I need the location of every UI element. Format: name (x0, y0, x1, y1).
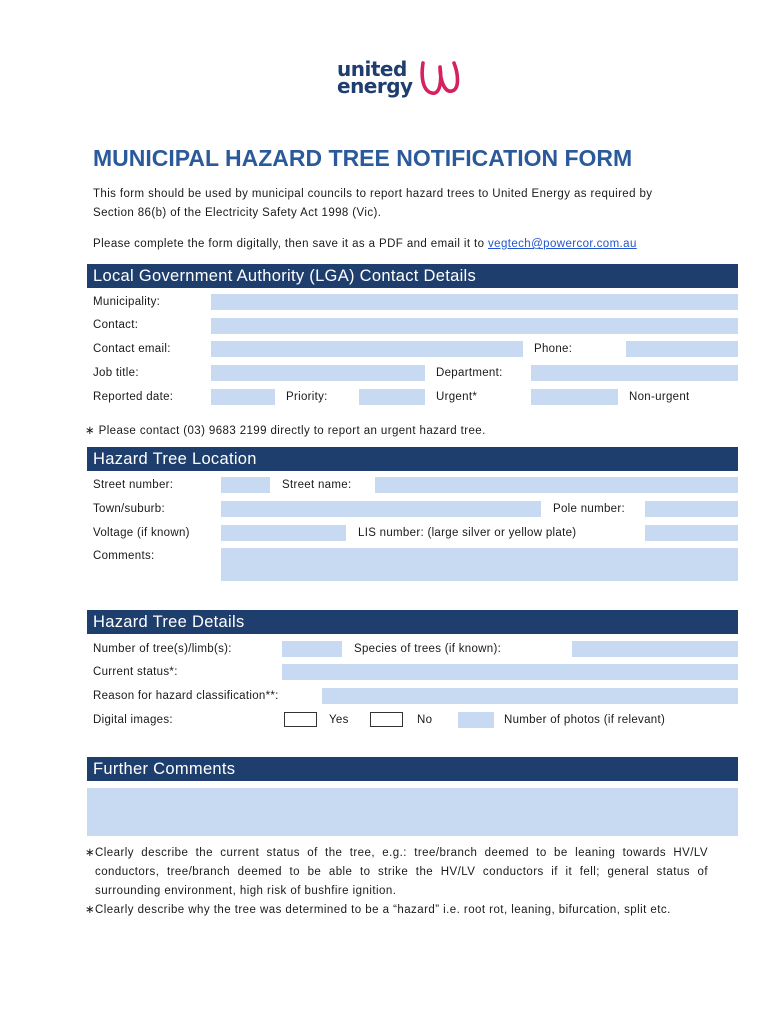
lga-section-header: Local Government Authority (LGA) Contact Details (87, 264, 738, 288)
images-yes-label: Yes (329, 714, 349, 726)
num-photos-field[interactable] (458, 712, 494, 728)
phone-field[interactable] (626, 341, 738, 357)
species-field[interactable] (572, 641, 738, 657)
instructions-prefix: Please complete the form digitally, then save it as a PDF and email it to (93, 238, 489, 250)
urgent-note (85, 423, 486, 437)
details-section-header: Hazard Tree Details (87, 610, 738, 634)
comments-label: Comments: (93, 550, 155, 562)
species-label: Species of trees (if known): (354, 643, 502, 655)
voltage-field[interactable] (221, 525, 346, 541)
digital-images-label: Digital images: (93, 714, 173, 726)
street-number-field[interactable] (221, 477, 270, 493)
instructions-text (93, 238, 637, 250)
street-name-field[interactable] (375, 477, 738, 493)
num-trees-label: Number of tree(s)/limb(s): (93, 643, 232, 655)
footnote-2-bullet: ∗ (85, 904, 96, 916)
lis-number-field[interactable] (645, 525, 738, 541)
municipality-field[interactable] (211, 294, 738, 310)
footnote-1-text: Clearly describe the current status of the tree, e.g.: tree/branch deemed to be leaning towards HV/LV conductors, tree/branch deemed to be able to strike the HV/LV conductors if it fell; general status of surrounding environment, high risk of bushfire ignition. (95, 847, 708, 897)
contact-label: Contact: (93, 319, 139, 331)
urgent-note-text: Please contact (03) 9683 2199 directly to report an urgent hazard tree. (98, 425, 486, 437)
town-label: Town/suburb: (93, 503, 165, 515)
urgent-label: Urgent* (436, 391, 478, 403)
images-no-checkbox[interactable] (370, 712, 403, 727)
reported-date-field[interactable] (211, 389, 275, 405)
reason-label: Reason for hazard classification**: (93, 690, 279, 702)
footnote-1 (85, 844, 708, 901)
contact-email-field[interactable] (211, 341, 523, 357)
images-no-label: No (417, 714, 433, 726)
job-title-label: Job title: (93, 367, 139, 379)
num-photos-label: Number of photos (if relevant) (504, 714, 666, 726)
phone-label: Phone: (534, 343, 573, 355)
current-status-label: Current status*: (93, 666, 178, 678)
united-energy-logo-icon (418, 55, 464, 99)
footnote-2-text: Clearly describe why the tree was determined to be a “hazard” i.e. root rot, leaning, bifurcation, split etc. (95, 904, 671, 916)
job-title-field[interactable] (211, 365, 425, 381)
num-trees-field[interactable] (282, 641, 342, 657)
street-name-label: Street name: (282, 479, 352, 491)
priority-label: Priority: (286, 391, 328, 403)
contact-field[interactable] (211, 318, 738, 334)
images-yes-checkbox[interactable] (284, 712, 317, 727)
street-number-label: Street number: (93, 479, 174, 491)
voltage-label: Voltage (if known) (93, 527, 190, 539)
footnote-1-bullet: ∗ (85, 847, 96, 859)
further-comments-field[interactable] (87, 788, 738, 836)
urgent-note-bullet: ∗ (85, 425, 96, 437)
reported-date-label: Reported date: (93, 391, 174, 403)
form-title: MUNICIPAL HAZARD TREE NOTIFICATION FORM (93, 145, 633, 171)
department-label: Department: (436, 367, 503, 379)
intro-line-1: This form should be used by municipal councils to report hazard trees to United Energy as required by (93, 188, 653, 200)
department-field[interactable] (531, 365, 738, 381)
comments-field[interactable] (221, 548, 738, 581)
priority-urgent-field[interactable] (359, 389, 425, 405)
email-link[interactable]: vegtech@powercor.com.au (488, 238, 637, 250)
current-status-field[interactable] (282, 664, 738, 680)
location-section-header: Hazard Tree Location (87, 447, 738, 471)
further-section-header: Further Comments (87, 757, 738, 781)
footnote-2 (85, 901, 708, 920)
town-field[interactable] (221, 501, 541, 517)
priority-non-urgent-field[interactable] (531, 389, 618, 405)
pole-number-field[interactable] (645, 501, 738, 517)
intro-line-2: Section 86(b) of the Electricity Safety Act 1998 (Vic). (93, 207, 382, 219)
logo-wordmark (337, 57, 413, 98)
municipality-label: Municipality: (93, 296, 161, 308)
contact-email-label: Contact email: (93, 343, 171, 355)
reason-field[interactable] (322, 688, 738, 704)
logo-line-energy: energy (337, 74, 413, 98)
lis-number-label: LIS number: (large silver or yellow plate) (358, 527, 577, 539)
non-urgent-label: Non-urgent (629, 391, 690, 403)
logo-line-united: united (337, 57, 407, 81)
pole-number-label: Pole number: (553, 503, 625, 515)
